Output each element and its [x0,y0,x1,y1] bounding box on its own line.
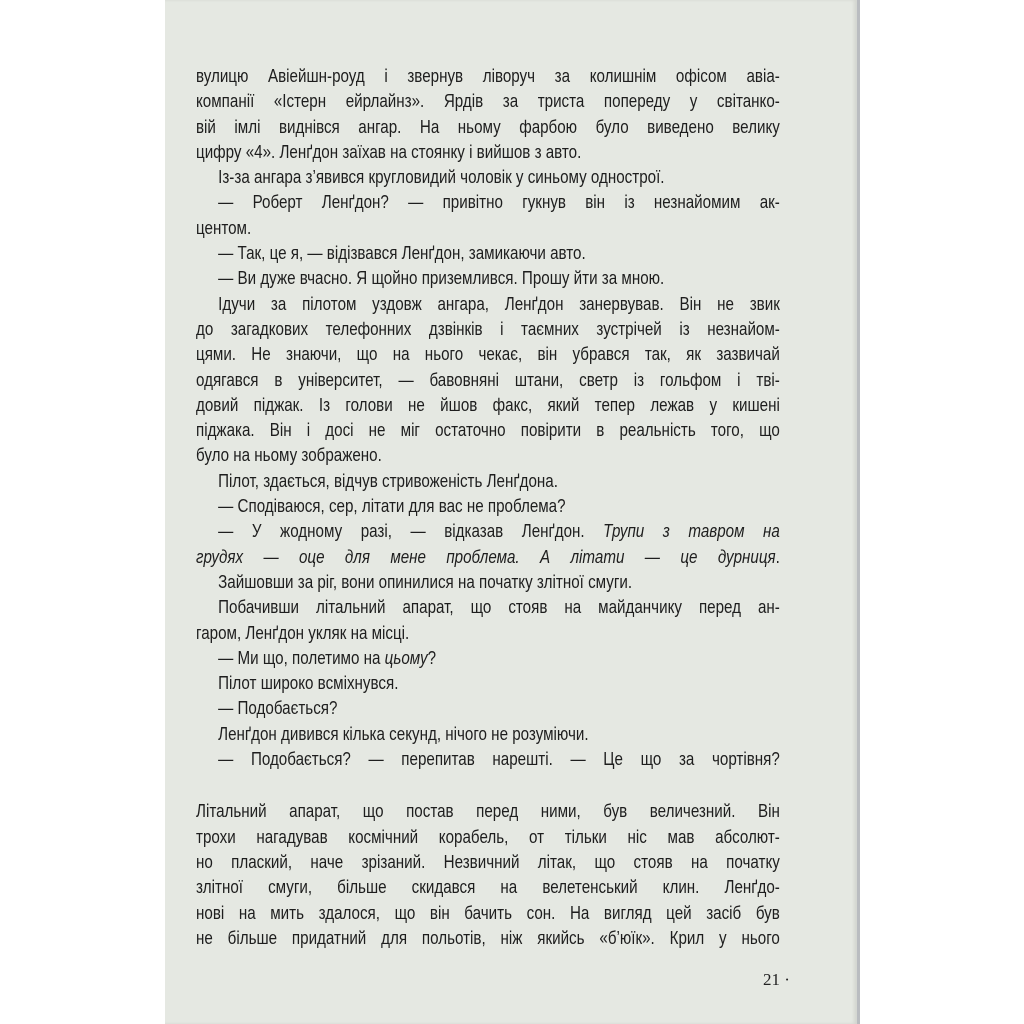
text-segment: вій імлі виднівся ангар. На ньому фарбою було виведено велику [196,115,780,137]
text-segment: злітної смуги, більше скидався на велетенський клин. Ленґдо- [196,876,780,898]
text-segment: ? [427,646,437,668]
text-line [196,442,780,467]
text-line [196,265,780,290]
text-segment: цифру «4». Ленґдон заїхав на стоянку і вийшов з авто. [196,140,582,162]
text-line [196,849,780,874]
text-line [196,518,780,543]
text-segment: — Подобається? [218,697,338,719]
italic-text: цьому [384,646,428,668]
text-segment: до загадкових телефонних дзвінків і таємних зустрічей із незнайом- [196,317,780,339]
page-body-text [196,63,780,950]
text-segment: — Роберт Ленґдон? — привітно гукнув він із незнайомим ак- [218,191,780,213]
text-segment: було на ньому зображено. [196,444,382,466]
text-segment: трохи нагадував космічний корабель, от тільки ніс мав абсолют- [196,825,780,847]
text-segment: піджака. Він і досі не міг остаточно повірити в реальність того, що [196,419,780,441]
text-line [196,114,780,139]
text-line [196,367,780,392]
text-line [196,316,780,341]
text-line [196,468,780,493]
italic-text: грудях — оце для мене проблема. А літати — це дурниця [196,545,776,567]
section-break [196,771,780,798]
text-line [196,341,780,366]
page-number: 21 · [763,970,790,989]
text-segment: компанії «Істерн ейрлайнз». Ярдів за триста попереду у світанко- [196,90,780,112]
text-segment: Ідучи за пілотом уздовж ангара, Ленґдон занервував. Він не звик [218,292,780,314]
text-line [196,189,780,214]
page-edge [857,0,860,1024]
text-line [196,215,780,240]
text-segment: Зайшовши за ріг, вони опинилися на початку злітної смуги. [218,570,633,592]
text-segment: Із-за ангара з’явився кругловидий чоловік у синьому однострої. [218,166,665,188]
text-line [196,63,780,88]
text-segment: центом. [196,216,252,238]
text-line [196,569,780,594]
italic-text: Трупи з тавром на [603,520,780,542]
text-segment: — У жодному разі, — відказав Ленґдон. [218,520,604,542]
text-segment: вулицю Авіейшн-роуд і звернув ліворуч за колишнім офісом авіа- [196,65,780,86]
text-segment: — Сподіваюся, сер, літати для вас не проблема? [218,495,566,517]
text-line [196,493,780,518]
text-segment: — Подобається? — перепитав нарешті. — Це що за чортівня? [218,748,780,770]
text-segment: одягався в університет, — бавовняні штани, светр із гольфом і тві- [196,368,780,390]
text-line [196,139,780,164]
text-segment: цями. Не знаючи, що на нього чекає, він убрався так, як зазвичай [196,343,780,365]
text-line [196,620,780,645]
text-line [196,721,780,746]
text-segment: Літальний апарат, що постав перед ними, був величезний. Він [196,800,780,822]
text-segment: — Ми що, полетимо на [218,646,385,668]
text-line [196,392,780,417]
text-segment: — Ви дуже вчасно. Я щойно приземлився. Прошу йти за мною. [218,267,665,289]
text-segment: Побачивши літальний апарат, що стояв на майданчику перед ан- [218,596,780,618]
text-line [196,824,780,849]
text-line [196,164,780,189]
text-line [196,798,780,823]
text-segment: Пілот широко всміхнувся. [218,672,399,694]
text-segment: не більше придатний для польотів, ніж якийсь «б’юїк». Крил у нього [196,926,780,948]
text-line [196,291,780,316]
text-line [196,695,780,720]
text-segment: нові на мить здалося, що він бачить сон. На вигляд цей засіб був [196,901,780,923]
text-line [196,417,780,442]
text-segment: . [775,545,780,567]
text-segment: но плаский, наче зрізаний. Незвичний літак, що стояв на початку [196,850,780,872]
text-segment: Ленґдон дивився кілька секунд, нічого не розуміючи. [218,722,589,744]
text-line [196,900,780,925]
text-segment: Пілот, здається, відчув стривоженість Ленґдона. [218,469,558,491]
text-line [196,544,780,569]
text-line [196,645,780,670]
text-line [196,874,780,899]
text-segment: — Так, це я, — відізвався Ленґдон, замикаючи авто. [218,242,586,264]
text-segment: довий піджак. Із голови не йшов факс, який тепер лежав у кишені [196,393,780,415]
text-line [196,746,780,771]
text-line [196,670,780,695]
text-line [196,594,780,619]
text-line [196,88,780,113]
text-line [196,925,780,950]
text-line [196,240,780,265]
text-segment: гаром, Ленґдон укляк на місці. [196,621,410,643]
